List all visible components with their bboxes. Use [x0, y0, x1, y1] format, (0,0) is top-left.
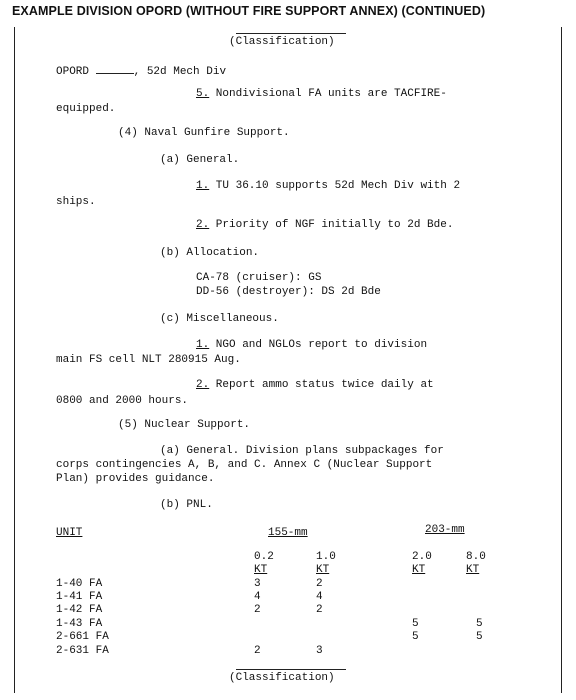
ngf-general: (a) General. — [160, 154, 240, 166]
table-cell: 5 — [412, 631, 419, 643]
table-cell: 3 — [254, 578, 261, 590]
table-cell: 5 — [476, 631, 483, 643]
ngf-misc: (c) Miscellaneous. — [160, 313, 279, 325]
col-header-top: 0.2 — [254, 551, 274, 563]
col-header-top: 8.0 — [466, 551, 486, 563]
table-cell: 4 — [316, 591, 323, 603]
table-row-unit: 1-40 FA — [56, 578, 103, 590]
allocation-dd56: DD-56 (destroyer): DS 2d Bde — [196, 286, 381, 298]
allocation-ca78: CA-78 (cruiser): GS — [196, 272, 322, 284]
document-heading: EXAMPLE DIVISION OPORD (WITHOUT FIRE SUPPORT ANNEX) (CONTINUED) — [12, 4, 486, 18]
opord-label: OPORD — [56, 66, 90, 78]
table-cell: 3 — [316, 645, 323, 657]
para-5: 5. Nondivisional FA units are TACFIRE- — [196, 88, 447, 100]
table-header-203mm: 203-mm — [425, 524, 465, 536]
col-header-bottom: KT — [412, 564, 426, 576]
table-cell: 2 — [316, 578, 323, 590]
classification-bottom-rule — [236, 669, 346, 670]
misc-1-cont: main FS cell NLT 280915 Aug. — [56, 354, 241, 366]
ngf-heading: (4) Naval Gunfire Support. — [118, 127, 290, 139]
ngf-general-2: 2. Priority of NGF initially to 2d Bde. — [196, 219, 454, 231]
opord-line — [56, 64, 226, 79]
left-margin-rule — [14, 27, 15, 693]
table-row-unit: 2-631 FA — [56, 645, 109, 657]
col-header-bottom: KT — [316, 564, 330, 576]
nuclear-general-cont-2: Plan) provides guidance. — [56, 473, 215, 485]
table-cell: 2 — [254, 645, 261, 657]
table-row-unit: 1-41 FA — [56, 591, 103, 603]
nuclear-pnl: (b) PNL. — [160, 499, 213, 511]
nuclear-heading: (5) Nuclear Support. — [118, 419, 251, 431]
table-cell: 4 — [254, 591, 261, 603]
classification-bottom: (Classification) — [229, 672, 335, 684]
para-5-cont: equipped. — [56, 103, 116, 115]
table-row-unit: 1-43 FA — [56, 618, 103, 630]
classification-top: (Classification) — [229, 36, 335, 48]
ngf-general-1-cont: ships. — [56, 196, 96, 208]
misc-2-cont: 0800 and 2000 hours. — [56, 395, 189, 407]
ngf-allocation: (b) Allocation. — [160, 247, 260, 259]
table-header-155mm: 155-mm — [268, 527, 308, 539]
right-margin-rule — [561, 27, 562, 693]
table-cell: 2 — [316, 604, 323, 616]
col-header-top: 1.0 — [316, 551, 336, 563]
misc-1: 1. NGO and NGLOs report to division — [196, 339, 428, 351]
table-header-unit: UNIT — [56, 527, 83, 539]
nuclear-general-cont-1: corps contingencies A, B, and C. Annex C (Nuclear Support — [56, 459, 433, 471]
opord-number-blank — [96, 64, 134, 74]
misc-2: 2. Report ammo status twice daily at — [196, 379, 434, 391]
table-row-unit: 1-42 FA — [56, 604, 103, 616]
opord-unit: , 52d Mech Div — [133, 66, 227, 78]
table-cell: 5 — [476, 618, 483, 630]
table-row-unit: 2-661 FA — [56, 631, 109, 643]
col-header-bottom: KT — [254, 564, 268, 576]
ngf-general-1: 1. TU 36.10 supports 52d Mech Div with 2 — [196, 180, 461, 192]
table-cell: 5 — [412, 618, 419, 630]
col-header-bottom: KT — [466, 564, 480, 576]
classification-top-rule — [236, 33, 346, 34]
nuclear-general: (a) General. Division plans subpackages for — [160, 445, 444, 457]
table-cell: 2 — [254, 604, 261, 616]
col-header-top: 2.0 — [412, 551, 432, 563]
